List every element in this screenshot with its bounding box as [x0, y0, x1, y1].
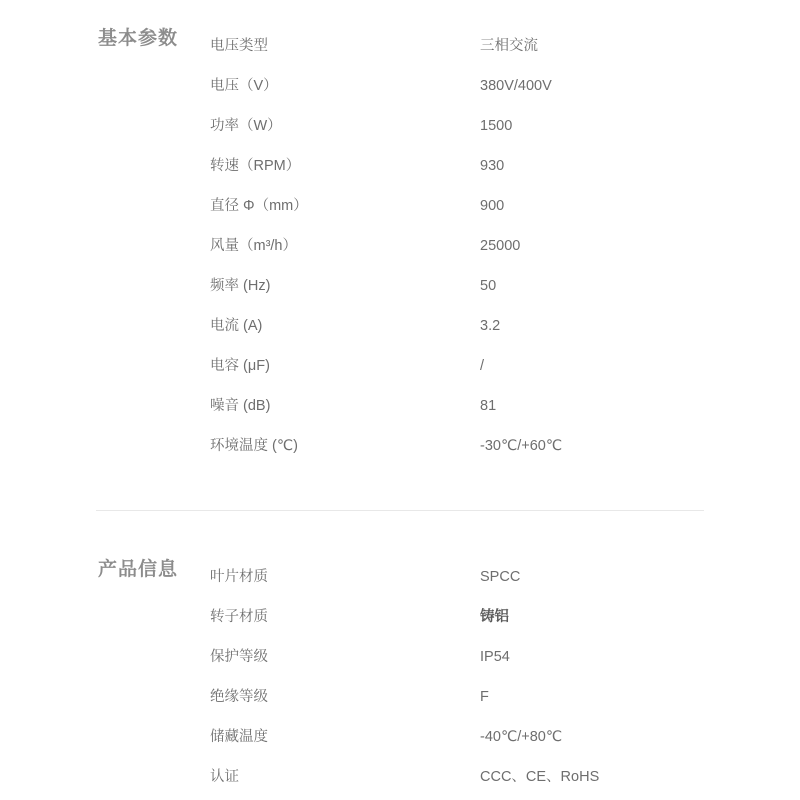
spec-label: 储藏温度	[210, 729, 268, 745]
spec-value: 930	[480, 158, 505, 174]
spec-value: -40℃/+80℃	[480, 729, 563, 745]
table-row	[210, 677, 800, 717]
spec-value: 1500	[480, 118, 513, 134]
spec-value: 50	[480, 278, 497, 294]
spec-label: 功率（W）	[210, 118, 282, 134]
table-row	[210, 557, 800, 597]
table-row	[210, 186, 800, 226]
spec-value: 3.2	[480, 318, 501, 334]
spec-value: 三相交流	[480, 38, 538, 54]
spec-value: CCC、CE、RoHS	[480, 769, 600, 785]
spec-label: 电流 (A)	[210, 318, 263, 334]
spec-label: 转速（RPM）	[210, 158, 301, 174]
spec-label: 电压（V）	[210, 78, 278, 94]
spec-label: 绝缘等级	[210, 689, 268, 705]
spec-label: 频率 (Hz)	[210, 278, 271, 294]
spec-value: IP54	[480, 649, 510, 665]
table-row	[210, 426, 800, 466]
spec-label: 转子材质	[210, 609, 268, 625]
spec-table-product-information	[210, 557, 800, 797]
table-row	[210, 106, 800, 146]
spec-label: 风量（m³/h）	[210, 238, 297, 254]
spec-label: 认证	[210, 769, 239, 785]
table-row	[210, 226, 800, 266]
table-row	[210, 757, 800, 797]
spec-value: /	[480, 358, 485, 374]
spec-label: 叶片材质	[210, 569, 268, 585]
table-row	[210, 306, 800, 346]
table-row	[210, 266, 800, 306]
table-row	[210, 346, 800, 386]
spec-value: -30℃/+60℃	[480, 438, 563, 454]
spec-label: 噪音 (dB)	[210, 398, 271, 414]
spec-label: 直径 Φ（mm）	[210, 198, 308, 214]
section-product-information	[0, 511, 800, 797]
table-row	[210, 146, 800, 186]
table-row	[210, 637, 800, 677]
section-title-basic-parameters: 基本参数	[98, 28, 179, 49]
table-row	[210, 26, 800, 66]
spec-label: 保护等级	[210, 649, 268, 665]
spec-value: SPCC	[480, 569, 521, 585]
table-row	[210, 717, 800, 757]
spec-value: F	[480, 689, 489, 705]
table-row	[210, 66, 800, 106]
spec-value: 铸铝	[480, 609, 509, 625]
spec-value: 25000	[480, 238, 521, 254]
spec-label: 电压类型	[210, 38, 268, 54]
spec-label: 环境温度 (℃)	[210, 438, 298, 454]
spec-value: 380V/400V	[480, 78, 552, 94]
spec-table-basic-parameters	[210, 26, 800, 466]
spec-label: 电容 (μF)	[210, 358, 270, 374]
table-row	[210, 386, 800, 426]
spec-value: 900	[480, 198, 505, 214]
spec-value: 81	[480, 398, 497, 414]
table-row	[210, 597, 800, 637]
section-title-product-information: 产品信息	[98, 559, 179, 580]
